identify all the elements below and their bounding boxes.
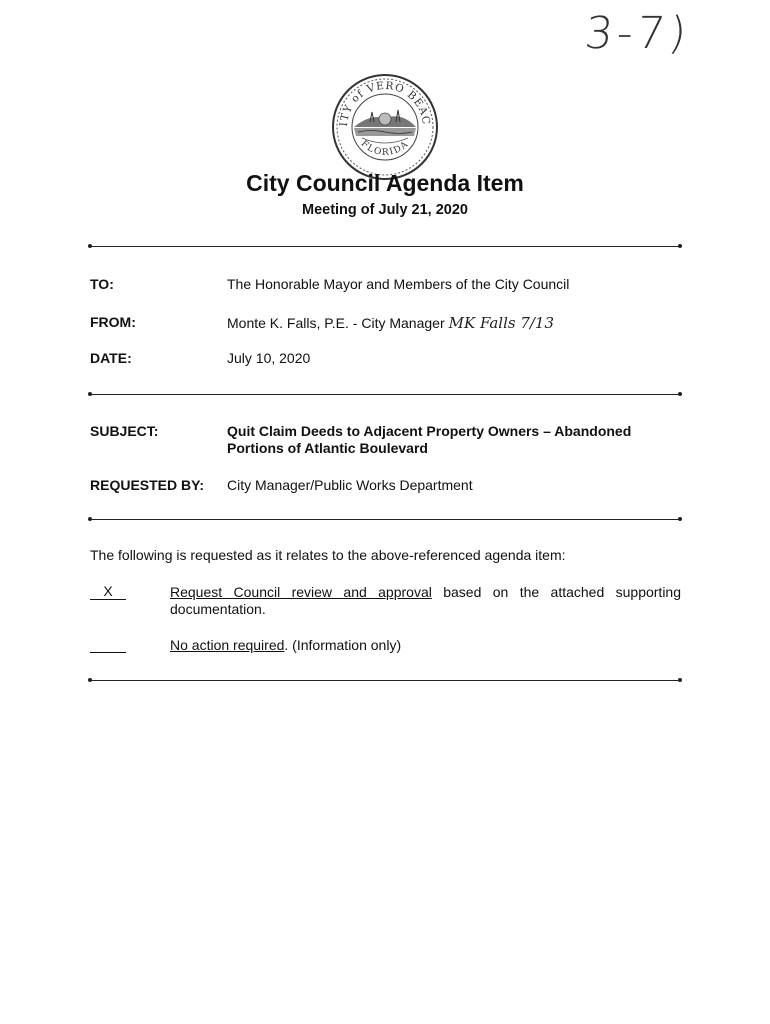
svg-text:FLORIDA	[359, 139, 411, 158]
date-label: DATE:	[90, 350, 132, 366]
option-2-text: . (Information only)	[284, 637, 402, 653]
to-label: TO:	[90, 276, 114, 292]
option-1-line-1	[170, 584, 681, 600]
option-2-checkmark	[90, 652, 126, 653]
divider	[90, 394, 680, 395]
option-1-line-2: documentation.	[170, 601, 266, 617]
option-2-line	[170, 637, 401, 653]
handwritten-item-number: 3-7)	[582, 8, 693, 59]
divider	[90, 680, 680, 681]
date-value: July 10, 2020	[227, 350, 311, 366]
seal-bottom-text: FLORIDA	[358, 138, 412, 158]
from-value: Monte K. Falls, P.E. - City Manager	[227, 315, 445, 331]
meeting-date-subtitle: Meeting of July 21, 2020	[301, 202, 468, 218]
option-1-mark: X	[103, 583, 113, 599]
handwritten-signature: MK Falls 7/13	[448, 314, 555, 332]
divider	[90, 246, 680, 247]
from-label: FROM:	[90, 314, 136, 330]
seal-top-text: ITY of VERO BEAC	[337, 79, 433, 127]
option-1-checkmark	[90, 584, 126, 600]
requested-by-label: REQUESTED BY:	[90, 477, 205, 493]
subject-line-2: Portions of Atlantic Boulevard	[227, 440, 428, 456]
requested-by-value: City Manager/Public Works Department	[227, 477, 473, 493]
divider	[90, 519, 680, 520]
request-intro: The following is requested as it relates to the above-referenced agenda item:	[90, 547, 566, 563]
from-field	[227, 314, 554, 332]
to-value: The Honorable Mayor and Members of the City Council	[227, 276, 570, 292]
subject-label: SUBJECT:	[90, 423, 159, 439]
subject-line-1: Quit Claim Deeds to Adjacent Property Owners – Abandoned	[227, 423, 632, 439]
option-2-underlined-text: No action required	[170, 637, 285, 653]
option-1-text: based on the attached supporting	[443, 584, 681, 600]
option-1-underlined-text: Request Council review and approval	[170, 584, 432, 600]
page-title: City Council Agenda Item	[246, 170, 524, 196]
city-seal-icon	[330, 72, 440, 182]
